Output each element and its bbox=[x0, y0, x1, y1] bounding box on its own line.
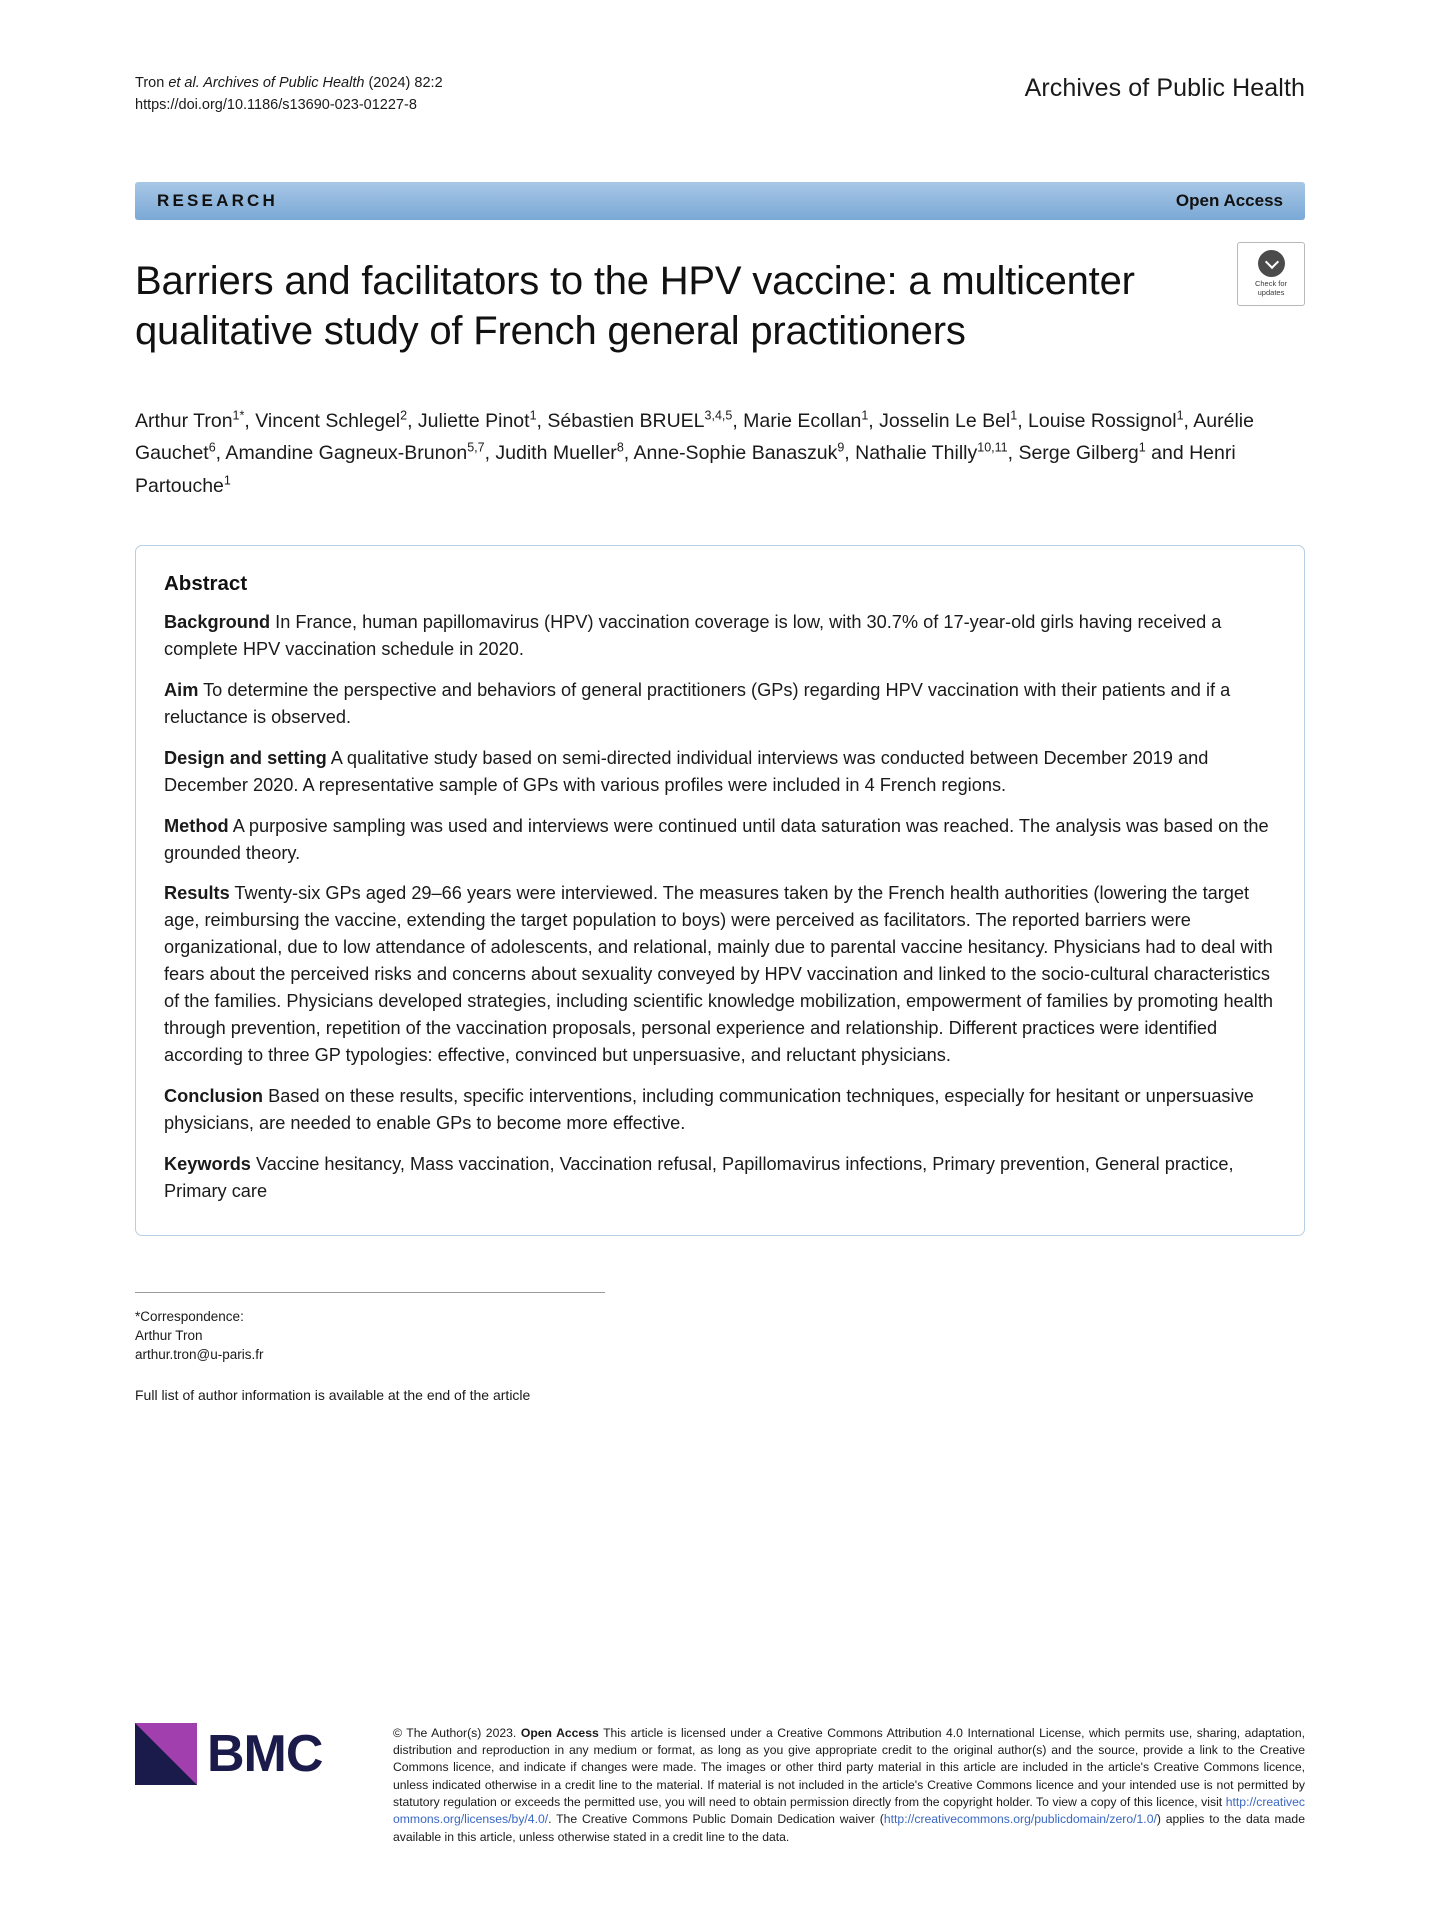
abstract-section bbox=[164, 813, 1276, 867]
correspondence-block bbox=[135, 1307, 1305, 1406]
license-open-access: Open Access bbox=[520, 1725, 599, 1740]
abstract-section-label: Keywords bbox=[164, 1153, 251, 1174]
check-updates-line2: updates bbox=[1257, 287, 1285, 297]
abstract-section-text: Vaccine hesitancy, Mass vaccination, Vaccination refusal, Papillomavirus infections, Primary prevention, General practice, Primary care bbox=[164, 1153, 1234, 1201]
abstract-section bbox=[164, 1083, 1276, 1137]
abstract-section-label: Results bbox=[164, 883, 230, 904]
article-type-label: RESEARCH bbox=[157, 190, 279, 210]
license-link-by40[interactable]: http://creativecommons.org/licenses/by/4.0/ bbox=[393, 1795, 1305, 1827]
abstract-section-text: A purposive sampling was used and interviews were continued until data saturation was reached. The analysis was based on the grounded theory. bbox=[164, 815, 1269, 863]
abstract-section-label: Conclusion bbox=[164, 1086, 264, 1107]
abstract-section-label: Method bbox=[164, 815, 229, 836]
bmc-logo bbox=[135, 1719, 393, 1785]
license-link-zero10[interactable]: http://creativecommons.org/publicdomain/zero/1.0/ bbox=[883, 1812, 1157, 1827]
license-body-2: . The Creative Commons Public Domain Dedication waiver ( bbox=[548, 1812, 884, 1827]
title-block bbox=[135, 256, 1305, 357]
page-title: Barriers and facilitators to the HPV vaccine: a multicenter qualitative study of French general practitioners bbox=[135, 258, 1135, 354]
author-list: Arthur Tron$^{1*}$, Vincent Schlegel$^2$, Juliette Pinot$^1$, Sébastien BRUEL$^{3,4,5}$, Marie Ecollan$^1$, Josselin Le Bel$^1$, Louise Rossignol$^1$, Aurélie Gauchet$^6$, Amandine Gagneux-Brunon$^{5,7}$, Judith Mueller$^8$, Anne-Sophie Banaszuk$^9$, Nathalie Thilly$^{10,11}$, Serge Gilberg$^1$ and Henri Partouche$^1$ bbox=[135, 408, 1254, 498]
abstract-section bbox=[164, 880, 1276, 1069]
access-bar bbox=[135, 182, 1305, 220]
abstract-section-text: Twenty-six GPs aged 29–66 years were interviewed. The measures taken by the French health authorities (lowering the target age, reimbursing the vaccine, extending the target population to boys) were perceived as facilitators. The reported barriers were organizational, due to low attendance of adolescents, and relational, mainly due to parental vaccine hesitancy. Physicians had to deal with fears about the perceived risks and concerns about sexuality conveyed by HPV vaccination and linked to the socio-cultural characteristics of the families. Physicians developed strategies, including scientific knowledge mobilization, empowerment of families by promoting health through prevention, repetition of the vaccination proposals, personal experience and relationship. Different practices were identified according to three GP typologies: effective, convinced but unpersuasive, and reluctant physicians. bbox=[164, 883, 1273, 1066]
check-icon bbox=[1258, 250, 1285, 277]
license-prefix: © The Author(s) 2023. bbox=[393, 1725, 521, 1740]
abstract-section-label: Background bbox=[164, 611, 271, 632]
correspondence-name: Arthur Tron bbox=[135, 1327, 203, 1343]
bmc-mark-icon bbox=[135, 1723, 197, 1785]
correspondence-divider bbox=[135, 1292, 605, 1293]
citation-prefix: Tron bbox=[135, 75, 169, 91]
correspondence-email[interactable]: arthur.tron@u-paris.fr bbox=[135, 1347, 264, 1363]
correspondence-label: *Correspondence: bbox=[135, 1308, 244, 1324]
abstract-sections bbox=[164, 609, 1276, 1205]
full-author-info-note: Full list of author information is available at the end of the article bbox=[135, 1387, 531, 1404]
abstract-section bbox=[164, 745, 1276, 799]
open-access-label: Open Access bbox=[1175, 190, 1283, 210]
abstract-section bbox=[164, 609, 1276, 663]
footer bbox=[135, 1719, 1305, 1846]
citation-suffix: (2024) 82:2 bbox=[364, 75, 443, 91]
license-body-3: ) applies to the data made available in this article, unless otherwise stated in a credit line to the data. bbox=[393, 1812, 1305, 1844]
abstract-heading: Abstract bbox=[164, 571, 248, 595]
abstract-section-text: A qualitative study based on semi-directed individual interviews was conducted between December 2019 and December 2020. A representative sample of GPs with various profiles were included in 4 French regions. bbox=[164, 747, 1209, 795]
license-body: This article is licensed under a Creative Commons Attribution 4.0 International License, which permits use, sharing, adaptation, distribution and reproduction in any medium or format, as long as you give appropriate credit to the original author(s) and the source, provide a link to the Creative Commons licence, and indicate if changes were made. The images or other third party material in this article are included in the article's Creative Commons licence, unless indicated otherwise in a credit line to the material. If material is not included in the article's Creative Commons licence and your intended use is not permitted by statutory regulation or exceeds the permitted use, you will need to obtain permission directly from the copyright holder. To view a copy of this licence, visit bbox=[393, 1725, 1305, 1810]
running-head bbox=[135, 0, 1305, 117]
doi-link[interactable]: https://doi.org/10.1186/s13690-023-01227-8 bbox=[135, 97, 417, 114]
abstract-section bbox=[164, 1151, 1276, 1205]
license-text bbox=[393, 1719, 1305, 1846]
citation-journal-italic: et al. Archives of Public Health bbox=[168, 75, 365, 91]
crossmark-check-for-updates-badge[interactable] bbox=[1237, 242, 1305, 306]
abstract-section-label: Aim bbox=[164, 679, 199, 700]
abstract-section-text: In France, human papillomavirus (HPV) vaccination coverage is low, with 30.7% of 17-year-old girls having received a complete HPV vaccination schedule in 2020. bbox=[164, 611, 1222, 659]
journal-title: Archives of Public Health bbox=[1024, 74, 1305, 102]
bmc-logo-text: BMC bbox=[207, 1724, 323, 1783]
abstract-section bbox=[164, 677, 1276, 731]
abstract-box bbox=[135, 545, 1305, 1236]
abstract-section-text: To determine the perspective and behaviors of general practitioners (GPs) regarding HPV vaccination with their patients and if a reluctance is observed. bbox=[164, 679, 1231, 727]
abstract-section-label: Design and setting bbox=[164, 747, 327, 768]
running-head-citation bbox=[135, 72, 443, 117]
abstract-section-text: Based on these results, specific interventions, including communication techniques, especially for hesitant or unpersuasive physicians, are needed to enable GPs to become more effective. bbox=[164, 1086, 1254, 1133]
check-updates-line1: Check for bbox=[1254, 279, 1288, 289]
